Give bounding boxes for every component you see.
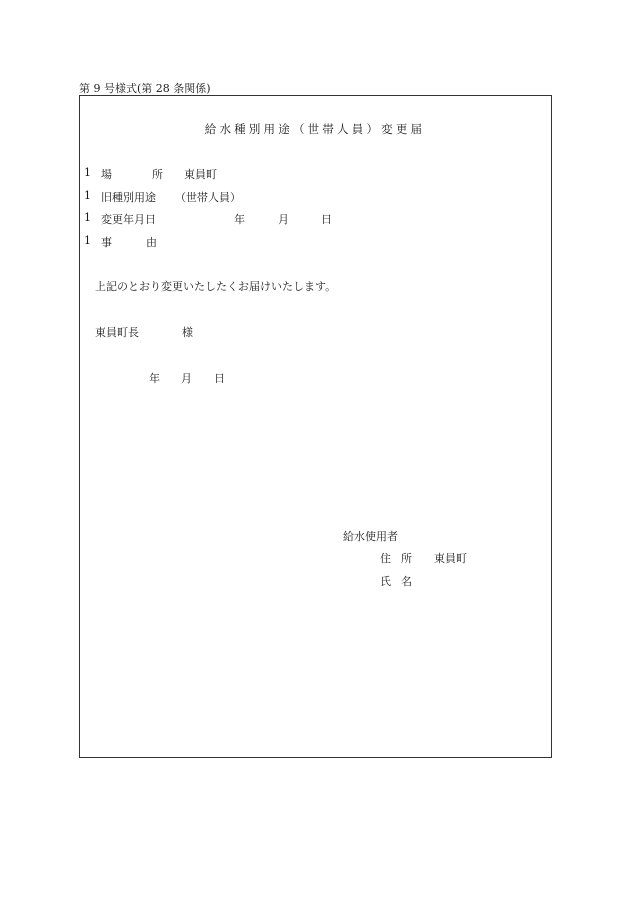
change-date-day: 日 [321, 213, 332, 226]
location-label-b: 所 [152, 168, 163, 181]
addressee-honorific: 様 [182, 326, 193, 339]
reason-label-a: 事 [101, 236, 112, 249]
submit-date-year: 年 [149, 372, 160, 385]
item-number: 1 [84, 189, 91, 202]
item-number: 1 [84, 234, 91, 247]
change-date-month: 月 [278, 213, 289, 226]
submit-date-day: 日 [214, 372, 225, 385]
change-date-label: 変更年月日 [101, 213, 156, 226]
old-use-label: 旧種別用途 [101, 191, 156, 204]
form-number: 第 9 号様式(第 28 条関係) [79, 82, 211, 95]
applicant-address-label-b: 所 [401, 552, 412, 565]
applicant-address-label-a: 住 [380, 552, 391, 565]
applicant-name-label-a: 氏 [380, 575, 391, 588]
statement-text: 上記のとおり変更いたしたくお届けいたします。 [95, 280, 337, 293]
old-use-value: （世帯人員） [175, 191, 241, 204]
applicant-heading: 給水使用者 [343, 530, 398, 543]
item-number: 1 [84, 166, 91, 179]
location-value: 東員町 [184, 168, 217, 181]
applicant-name-label-b: 名 [401, 575, 412, 588]
applicant-address-value: 東員町 [434, 552, 467, 565]
form-title: 給水種別用途（世帯人員）変更届 [204, 122, 426, 136]
submit-date-month: 月 [181, 372, 192, 385]
change-date-year: 年 [234, 213, 245, 226]
item-number: 1 [84, 211, 91, 224]
reason-label-b: 由 [146, 236, 157, 249]
addressee-name: 東員町長 [95, 326, 139, 339]
location-label-a: 場 [101, 168, 112, 181]
